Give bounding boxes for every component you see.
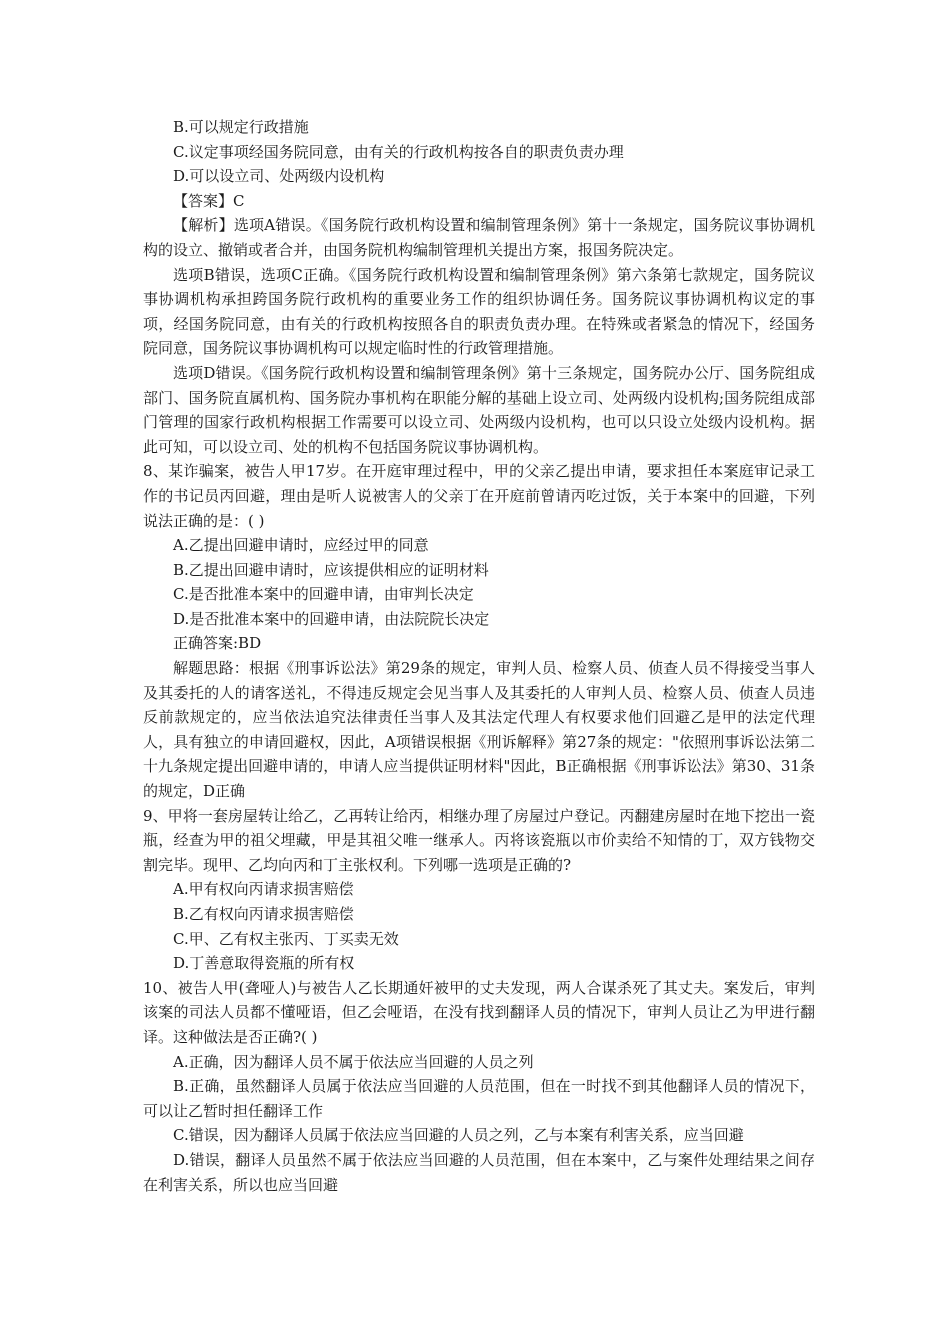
paragraph: 9、甲将一套房屋转让给乙，乙再转让给丙，相继办理了房屋过户登记。丙翻建房屋时在地下挖出一瓷瓶，经查为甲的祖父埋藏，甲是其祖父唯一继承人。丙将该瓷瓶以市价卖给不知情的丁，双方钱物交割完毕。现甲、乙均向丙和丁主张权利。下列哪一选项是正确的? xyxy=(143,806,815,874)
paragraph: A.乙提出回避申请时，应经过甲的同意 xyxy=(173,536,429,555)
document-page xyxy=(143,115,815,1197)
paragraph: B.乙有权向丙请求损害赔偿 xyxy=(173,905,354,923)
paragraph: A.甲有权向丙请求损害赔偿 xyxy=(173,880,354,899)
paragraph: 解题思路：根据《刑事诉讼法》第29条的规定，审判人员、检察人员、侦查人员不得接受当事人及其委托的人的请客送礼，不得违反规定会见当事人及其委托的人审判人员、检察人员、侦查人员违反前款规定的，应当依法追究法律责任当事人及其法定代理人有权要求他们回避乙是甲的法定代理人，具有独立的申请回避权，因此，A项错误根据《刑诉解释》第27条的规定："依照刑事诉讼法第二十九条规定提出回避申请的，申请人应当提供证明材料"因此，B正确根据《刑事诉讼法》第30、31条的规定，D正确 xyxy=(143,659,815,801)
paragraph: C.错误，因为翻译人员属于依法应当回避的人员之列，乙与本案有利害关系，应当回避 xyxy=(173,1126,744,1145)
paragraph: D.丁善意取得瓷瓶的所有权 xyxy=(173,954,355,973)
paragraph: 选项D错误。《国务院行政机构设置和编制管理条例》第十三条规定，国务院办公厅、国务院组成部门、国务院直属机构、国务院办事机构在职能分解的基础上设立司、处两级内设机构;国务院组成部门管理的国家行政机构根据工作需要可以设立司、处两级内设机构，也可以只设立处级内设机构。据此可知，可以设立司、处的机构不包括国务院议事协调机构。 xyxy=(143,363,815,456)
paragraph: 【解析】选项A错误。《国务院行政机构设置和编制管理条例》第十一条规定，国务院议事协调机构的设立、撤销或者合并，由国务院机构编制管理机关提出方案，报国务院决定。 xyxy=(143,216,815,259)
paragraph: D.错误，翻译人员虽然不属于依法应当回避的人员范围，但在本案中，乙与案件处理结果之间存在利害关系，所以也应当回避 xyxy=(143,1150,815,1194)
paragraph: A.正确，因为翻译人员不属于依法应当回避的人员之列 xyxy=(173,1052,534,1071)
paragraph: B.正确，虽然翻译人员属于依法应当回避的人员范围，但在一时找不到其他翻译人员的情况下，可以让乙暂时担任翻译工作 xyxy=(143,1077,815,1120)
paragraph: B.乙提出回避申请时，应该提供相应的证明材料 xyxy=(173,560,489,579)
paragraph: D.可以设立司、处两级内设机构 xyxy=(173,167,385,186)
paragraph: D.是否批准本案中的回避申请，由法院院长决定 xyxy=(173,609,490,628)
paragraph: C.是否批准本案中的回避申请，由审判长决定 xyxy=(173,585,474,604)
paragraph: 8、某诈骗案，被告人甲17岁。在开庭审理过程中，甲的父亲乙提出申请，要求担任本案庭审记录工作的书记员丙回避，理由是听人说被害人的父亲丁在开庭前曾请丙吃过饭，关于本案中的回避，下列说法正确的是：( ) xyxy=(143,462,815,530)
paragraph: B.可以规定行政措施 xyxy=(173,118,309,136)
paragraph: 【答案】C xyxy=(173,191,245,210)
paragraph: 10、被告人甲(聋哑人)与被告人乙长期通奸被甲的丈夫发现，两人合谋杀死了其丈夫。案发后，审判该案的司法人员都不懂哑语，但乙会哑语，在没有找到翻译人员的情况下，审判人员让乙为甲进行翻译。这种做法是否正确?( ) xyxy=(143,978,815,1046)
paragraph: 选项B错误，选项C正确。《国务院行政机构设置和编制管理条例》第六条第七款规定，国务院议事协调机构承担跨国务院行政机构的重要业务工作的组织协调任务。国务院议事协调机构议定的事项，经国务院同意，由有关的行政机构按照各自的职责负责办理。在特殊或者紧急的情况下，经国务院同意，国务院议事协调机构可以规定临时性的行政管理措施。 xyxy=(143,265,815,358)
paragraph: C.甲、乙有权主张丙、丁买卖无效 xyxy=(173,929,399,948)
paragraph: 正确答案:BD xyxy=(173,634,262,653)
paragraph: C.议定事项经国务院同意，由有关的行政机构按各自的职责负责办理 xyxy=(173,142,624,161)
